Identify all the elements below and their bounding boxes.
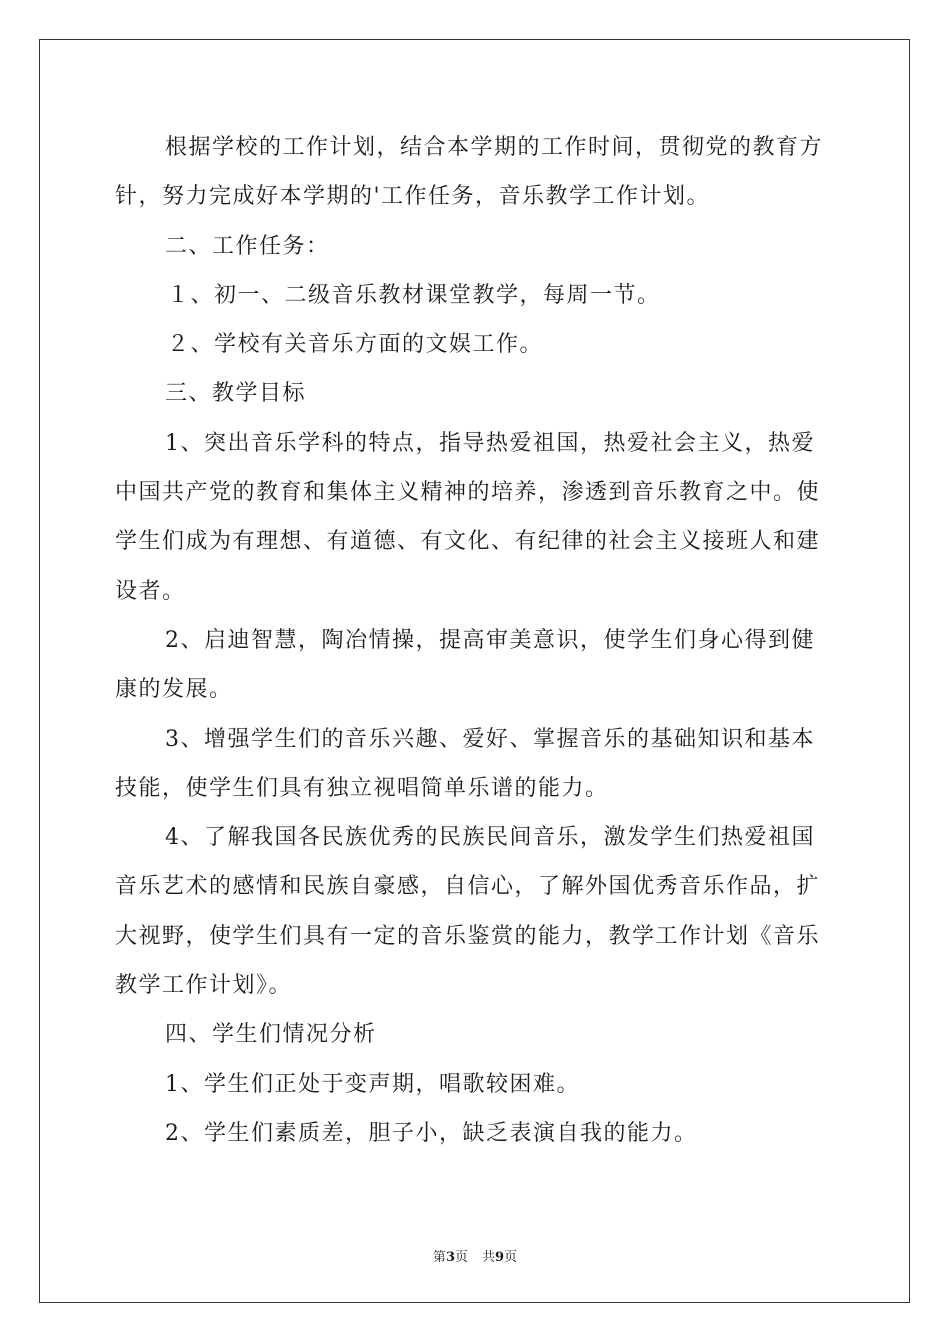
page-suffix: 页: [454, 1250, 468, 1265]
page-footer: [0, 1246, 950, 1265]
total-prefix: 共: [482, 1250, 496, 1265]
list-item: ２、学校有关音乐方面的文娱工作。: [167, 332, 544, 358]
current-page-number: 3: [445, 1250, 455, 1265]
paragraph-line: 技能，使学生们具有独立视唱简单乐谱的能力。: [115, 775, 609, 801]
paragraph-line: 康的发展。: [115, 677, 233, 703]
paragraph-line: 教学工作计划》。: [115, 973, 293, 999]
paragraph-line: 2、启迪智慧，陶冶情操，提高审美意识，使学生们身心得到健: [165, 627, 815, 653]
section-heading: 二、工作任务：: [165, 233, 330, 259]
section-heading: 三、教学目标: [165, 381, 307, 407]
paragraph-line: 3、增强学生们的音乐兴趣、爱好、掌握音乐的基础知识和基本: [165, 726, 815, 752]
paragraph-line: 大视野，使学生们具有一定的音乐鉴赏的能力，教学工作计划《音乐: [115, 923, 821, 949]
total-page-number: 9: [495, 1250, 505, 1265]
paragraph-line: 4、了解我国各民族优秀的民族民间音乐，激发学生们热爱祖国: [165, 825, 815, 851]
total-suffix: 页: [504, 1250, 518, 1265]
page-prefix: 第: [432, 1250, 446, 1265]
paragraph-line: 学生们成为有理想、有道德、有文化、有纪律的社会主义接班人和建: [115, 529, 821, 555]
paragraph-line: 中国共产党的教育和集体主义精神的培养，渗透到音乐教育之中。使: [115, 480, 821, 506]
paragraph-line: 设者。: [115, 578, 186, 604]
list-item: １、初一、二级音乐教材课堂教学，每周一节。: [167, 282, 661, 308]
paragraph-line: 针，努力完成好本学期的'工作任务，音乐教学工作计划。: [115, 184, 711, 210]
list-item: 1、学生们正处于变声期，唱歌较困难。: [165, 1071, 580, 1097]
list-item: 2、学生们素质差，胆子小，缺乏表演自我的能力。: [165, 1120, 698, 1146]
document-body: [115, 123, 835, 1158]
section-heading: 四、学生们情况分析: [165, 1022, 377, 1048]
paragraph-line: 根据学校的工作计划，结合本学期的工作时间，贯彻党的教育方: [165, 135, 824, 160]
paragraph-line: 音乐艺术的感情和民族自豪感，自信心，了解外国优秀音乐作品，扩: [115, 874, 821, 900]
paragraph-line: 1、突出音乐学科的特点，指导热爱祖国，热爱社会主义，热爱: [165, 430, 815, 456]
